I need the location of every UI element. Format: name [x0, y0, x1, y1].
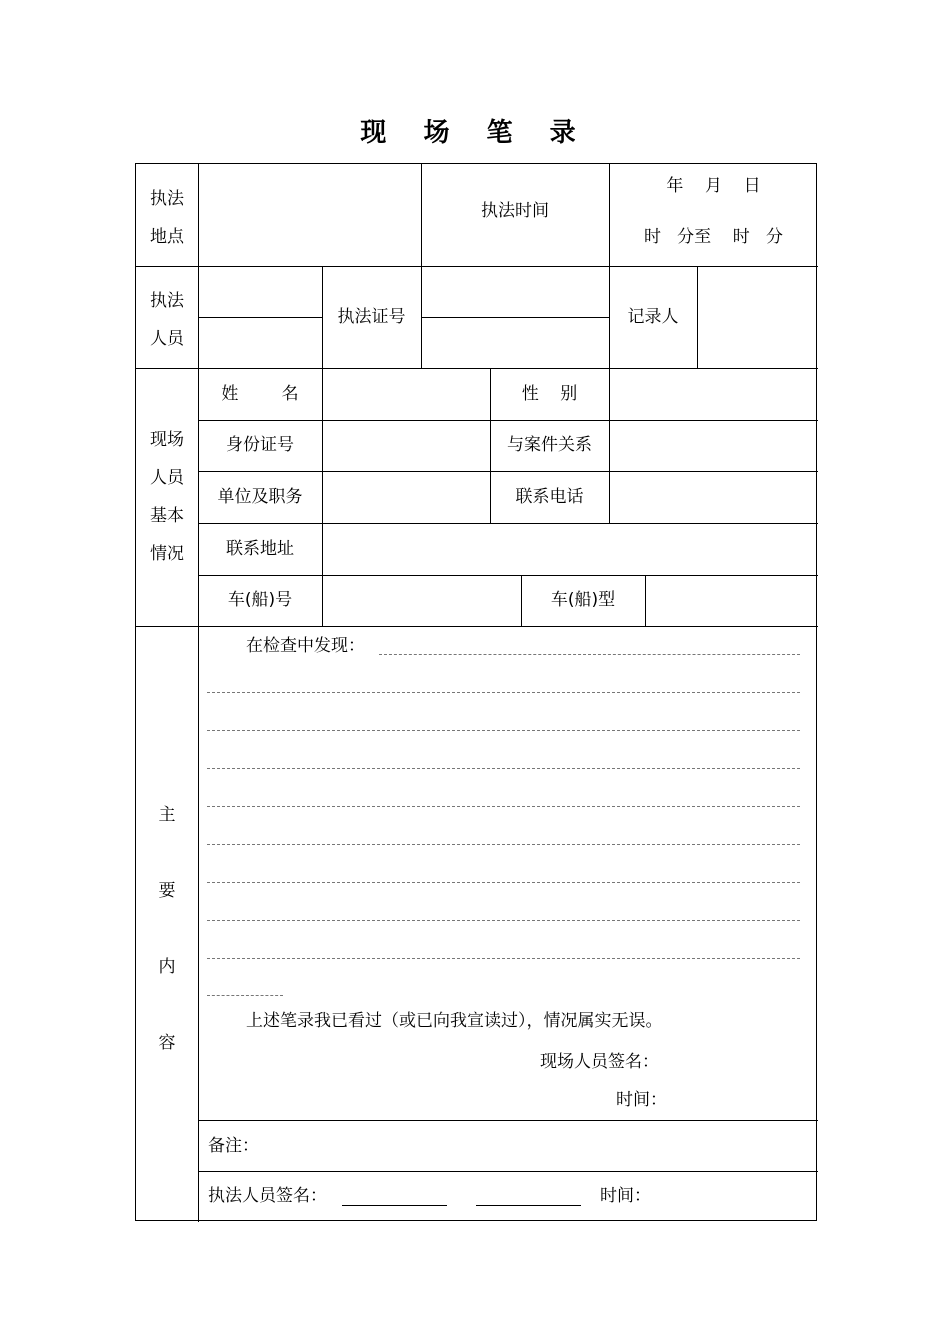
remarks-label: 备注：: [208, 1136, 259, 1156]
enforcement-time-label: 执法时间: [481, 201, 549, 221]
address-label: 联系地址: [226, 539, 294, 559]
unit-position-label: 单位及职务: [217, 487, 303, 507]
officer-1-field[interactable]: [199, 267, 321, 316]
writing-line[interactable]: [207, 692, 800, 693]
id-number-label: 身份证号: [226, 435, 294, 455]
recorder-label: 记录人: [627, 307, 679, 327]
cert-number-1-field[interactable]: [422, 267, 608, 316]
officer-signature-1-line[interactable]: [342, 1205, 447, 1206]
writing-line[interactable]: [379, 654, 800, 655]
onsite-time-label: 时间：: [616, 1090, 667, 1110]
date-line[interactable]: 年 月 日: [666, 176, 761, 196]
officer-signature-label: 执法人员签名：: [208, 1186, 327, 1206]
writing-line[interactable]: [207, 806, 800, 807]
writing-line[interactable]: [207, 995, 283, 996]
id-number-field[interactable]: [323, 421, 489, 470]
remarks-field[interactable]: [266, 1122, 817, 1170]
person-info-label: 现场 人员 基本 情况: [150, 430, 184, 564]
vehicle-number-field[interactable]: [323, 576, 520, 625]
cert-number-2-field[interactable]: [422, 318, 608, 367]
name-label: 姓 名: [221, 384, 299, 404]
gender-label: 性 别: [521, 384, 578, 404]
phone-field[interactable]: [610, 472, 817, 522]
record-form: [135, 163, 817, 1221]
writing-line[interactable]: [207, 920, 800, 921]
vehicle-type-label: 车(船)型: [550, 590, 616, 610]
phone-label: 联系电话: [515, 487, 584, 507]
recorder-field[interactable]: [698, 267, 817, 367]
writing-line[interactable]: [207, 958, 800, 959]
officer-time-label: 时间：: [600, 1186, 651, 1206]
vehicle-type-field[interactable]: [646, 576, 817, 625]
case-relation-label: 与案件关系: [507, 435, 592, 455]
vehicle-number-label: 车(船)号: [227, 590, 293, 610]
page-title: 现 场 笔 录: [360, 118, 590, 148]
time-range-line[interactable]: 时 分至 时 分: [643, 227, 784, 247]
location-label: 执法 地点: [150, 189, 184, 247]
officer-2-field[interactable]: [199, 318, 321, 367]
gender-field[interactable]: [610, 369, 817, 419]
row-divider: [198, 1120, 818, 1121]
case-relation-field[interactable]: [610, 421, 817, 470]
name-field[interactable]: [323, 369, 489, 419]
unit-position-field[interactable]: [323, 472, 489, 522]
main-content-label: 主 要 内 容: [158, 805, 176, 1053]
writing-line[interactable]: [207, 882, 800, 883]
address-field[interactable]: [323, 524, 817, 574]
row-divider: [198, 1171, 818, 1172]
onsite-signature-label: 现场人员签名：: [540, 1052, 659, 1072]
officer-signature-2-line[interactable]: [476, 1205, 581, 1206]
cert-number-label: 执法证号: [337, 307, 406, 327]
writing-line[interactable]: [207, 730, 800, 731]
officers-label: 执法 人员: [150, 291, 184, 349]
row-divider: [136, 626, 818, 627]
writing-line[interactable]: [207, 844, 800, 845]
writing-line[interactable]: [207, 768, 800, 769]
location-field[interactable]: [199, 165, 420, 265]
found-label: 在检查中发现：: [246, 636, 365, 656]
confirmation-text: 上述笔录我已看过（或已向我宣读过），情况属实无误。: [246, 1011, 663, 1031]
